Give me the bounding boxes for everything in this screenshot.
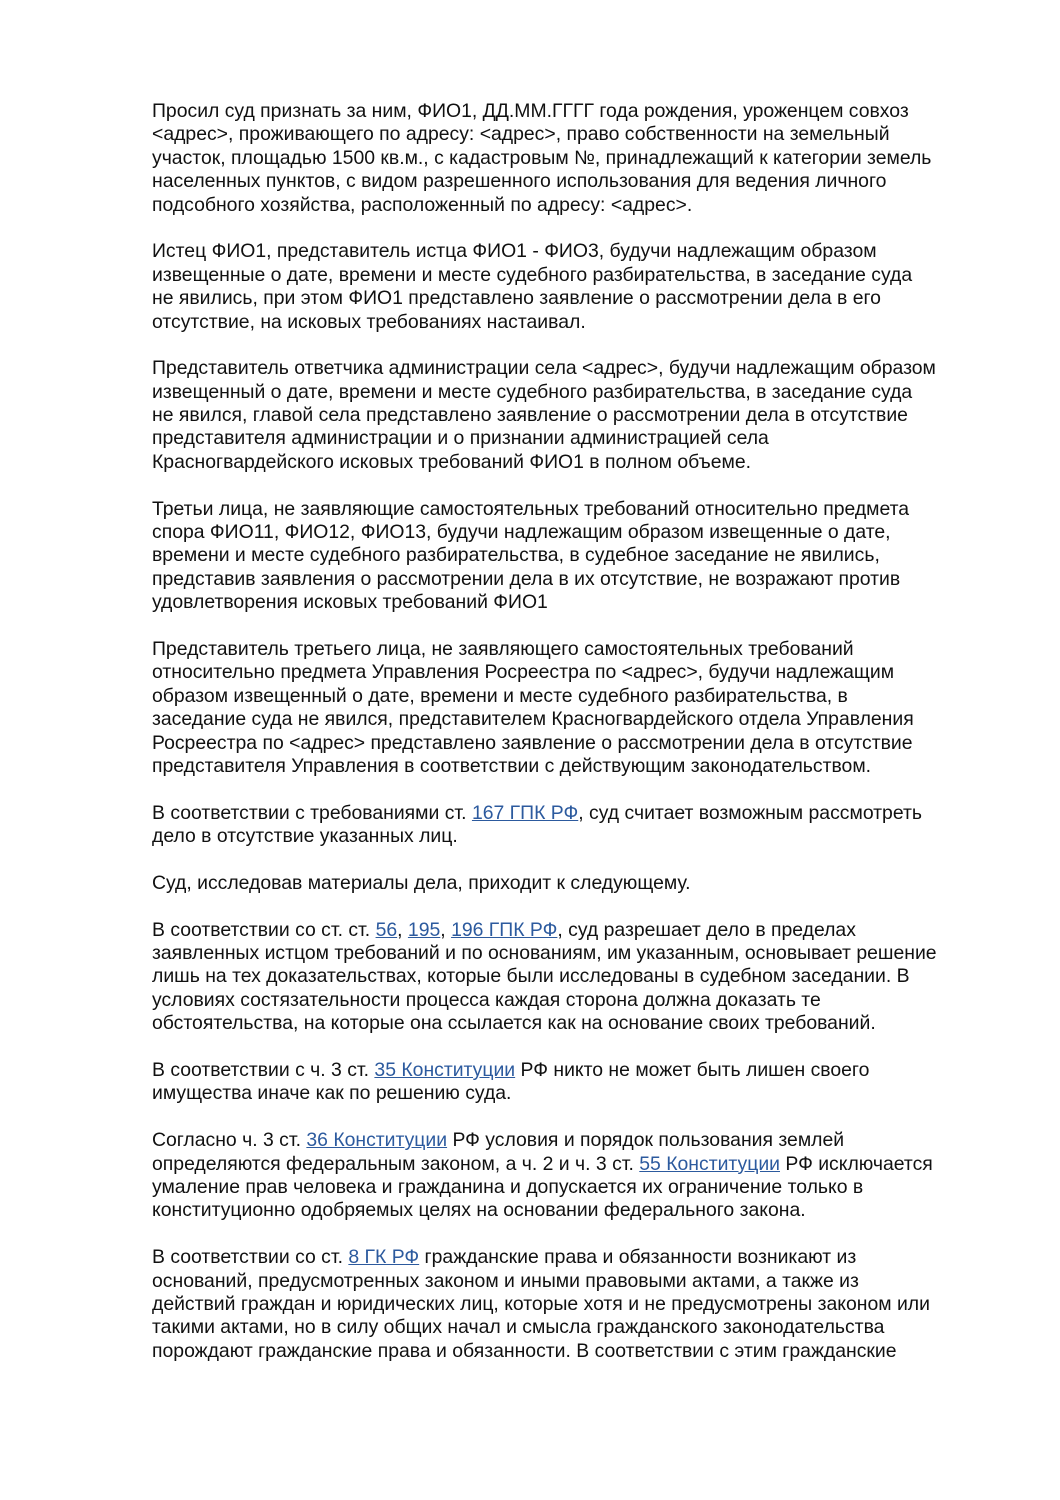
text-line <box>152 989 992 1012</box>
law-reference-link[interactable]: 167 ГПК РФ <box>471 801 579 824</box>
text-line <box>152 1340 992 1363</box>
text-segment: В соответствии со ст. ст. <box>152 918 376 941</box>
text-segment: заявленных истцом требований и по основаниям, им указанным, основывает решение <box>152 942 937 965</box>
text-segment: удовлетворения исковых требований ФИО1 <box>152 591 548 614</box>
text-line <box>152 147 992 170</box>
paragraph <box>152 802 992 849</box>
text-segment: обстоятельства, на которые она ссылается как на основание своих требований. <box>152 1012 876 1035</box>
text-line <box>152 544 992 567</box>
text-segment: гражданские права и обязанности возникают из <box>419 1246 857 1269</box>
text-line <box>152 381 992 404</box>
text-segment: , <box>440 918 452 941</box>
text-line <box>152 755 992 778</box>
text-segment: не явился, главой села представлено заявление о рассмотрении дела в отсутствие <box>152 404 908 427</box>
text-segment: имущества иначе как по решению суда. <box>152 1082 512 1105</box>
law-reference-link[interactable]: 35 Конституции <box>374 1059 516 1082</box>
text-line <box>152 1129 992 1152</box>
text-segment: участок, площадью 1500 кв.м., с кадастровым №, принадлежащий к категории земель <box>152 146 932 169</box>
text-line <box>152 708 992 731</box>
law-reference-link[interactable]: 56 <box>375 918 398 941</box>
text-segment: В соответствии с требованиями ст. <box>152 801 472 824</box>
text-segment: конституционно одобряемых целях на основании федерального закона. <box>152 1199 806 1222</box>
text-line <box>152 240 992 263</box>
text-segment: извещенные о дате, времени и месте судебного разбирательства, в заседание суда <box>152 263 913 286</box>
text-line <box>152 357 992 380</box>
text-line <box>152 872 992 895</box>
text-line <box>152 1293 992 1316</box>
paragraph <box>152 100 992 217</box>
text-segment: определяются федеральным законом, а ч. 2 и ч. 3 ст. <box>152 1152 640 1175</box>
text-segment: относительно предмета Управления Росреестра по <адрес>, будучи надлежащим <box>152 661 895 684</box>
text-line <box>152 100 992 123</box>
text-segment: действий граждан и юридических лиц, которые хотя и не предусмотрены законом или <box>152 1292 930 1315</box>
text-segment: , <box>397 918 408 941</box>
text-segment: оснований, предусмотренных законом и иными правовыми актами, а также из <box>152 1269 859 1292</box>
text-segment: умаление прав человека и гражданина и допускается их ограничение только в <box>152 1175 864 1198</box>
paragraph <box>152 1059 992 1106</box>
text-line <box>152 1270 992 1293</box>
text-segment: не явились, при этом ФИО1 представлено заявление о рассмотрении дела в его <box>152 287 881 310</box>
text-segment: Красногвардейского исковых требований ФИО1 в полном объеме. <box>152 450 751 473</box>
text-segment: представителя администрации и о признании администрацией села <box>152 427 769 450</box>
text-segment: В соответствии со ст. <box>152 1246 349 1269</box>
text-line <box>152 685 992 708</box>
text-segment: Представитель ответчика администрации села <адрес>, будучи надлежащим образом <box>152 357 936 380</box>
text-line <box>152 732 992 755</box>
text-line <box>152 965 992 988</box>
text-line <box>152 802 992 825</box>
text-segment: населенных пунктов, с видом разрешенного использования для ведения личного <box>152 170 887 193</box>
text-segment: Истец ФИО1, представитель истца ФИО1 - ФИО3, будучи надлежащим образом <box>152 240 877 263</box>
law-reference-link[interactable]: 195 <box>407 918 441 941</box>
text-line <box>152 1176 992 1199</box>
law-reference-link[interactable]: 55 Конституции <box>639 1152 780 1175</box>
text-line <box>152 311 992 334</box>
text-line <box>152 1153 992 1176</box>
text-line <box>152 427 992 450</box>
text-segment: Согласно ч. 3 ст. <box>152 1129 307 1152</box>
text-line <box>152 591 992 614</box>
text-segment: Представитель третьего лица, не заявляющего самостоятельных требований <box>152 637 854 660</box>
text-segment: Третьи лица, не заявляющие самостоятельных требований относительно предмета <box>152 497 910 520</box>
paragraph <box>152 357 992 474</box>
paragraph <box>152 1129 992 1223</box>
text-line <box>152 498 992 521</box>
document-page <box>152 100 992 1386</box>
text-line <box>152 1316 992 1339</box>
text-segment: образом извещенный о дате, времени и месте судебного разбирательства, в <box>152 684 848 707</box>
text-segment: представив заявления о рассмотрении дела в их отсутствие, не возражают против <box>152 567 901 590</box>
text-segment: заседание суда не явился, представителем Красногвардейского отдела Управления <box>152 708 914 731</box>
text-segment: Просил суд признать за ним, ФИО1, ДД.ММ.ГГГГ года рождения, уроженцем совхоз <box>152 100 909 122</box>
paragraph <box>152 240 992 334</box>
law-reference-link[interactable]: 8 ГК РФ <box>348 1246 420 1269</box>
text-segment: Суд, исследовав материалы дела, приходит к следующему. <box>152 871 691 894</box>
text-segment: спора ФИО11, ФИО12, ФИО13, будучи надлежащим образом извещенные о дате, <box>152 521 891 544</box>
text-segment: <адрес>, проживающего по адресу: <адрес>, право собственности на земельный <box>152 123 890 146</box>
text-segment: Росреестра по <адрес> представлено заявление о рассмотрении дела в отсутствие <box>152 731 913 754</box>
text-line <box>152 1082 992 1105</box>
text-segment: лишь на тех доказательствах, которые были исследованы в судебном заседании. В <box>152 965 910 988</box>
paragraph <box>152 1246 992 1363</box>
text-segment: отсутствие, на исковых требованиях настаивал. <box>152 310 586 333</box>
text-segment: РФ никто не может быть лишен своего <box>515 1059 870 1082</box>
text-line <box>152 521 992 544</box>
text-segment: такими актами, но в силу общих начал и смысла гражданского законодательства <box>152 1316 885 1339</box>
text-segment: условиях состязательности процесса каждая сторона должна доказать те <box>152 988 821 1011</box>
paragraph <box>152 872 992 895</box>
text-line <box>152 123 992 146</box>
text-line <box>152 825 992 848</box>
law-reference-link[interactable]: 36 Конституции <box>306 1129 448 1152</box>
text-line <box>152 1012 992 1035</box>
paragraph <box>152 638 992 778</box>
text-line <box>152 404 992 427</box>
text-segment: подсобного хозяйства, расположенный по адресу: <адрес>. <box>152 193 693 216</box>
text-line <box>152 1059 992 1082</box>
text-segment: порождают гражданские права и обязанности. В соответствии с этим гражданские <box>152 1339 897 1362</box>
text-segment: , суд считает возможным рассмотреть <box>578 801 922 824</box>
text-line <box>152 661 992 684</box>
text-line <box>152 194 992 217</box>
text-line <box>152 1199 992 1222</box>
text-line <box>152 919 992 942</box>
paragraph <box>152 498 992 615</box>
text-segment: РФ исключается <box>779 1152 933 1175</box>
text-segment: извещенный о дате, времени и месте судебного разбирательства, в заседание суда <box>152 380 913 403</box>
law-reference-link[interactable]: 196 ГПК РФ <box>451 918 558 941</box>
text-line <box>152 1246 992 1269</box>
text-line <box>152 170 992 193</box>
text-line <box>152 264 992 287</box>
text-line <box>152 451 992 474</box>
paragraph <box>152 919 992 1036</box>
text-segment: представителя Управления в соответствии с действующим законодательством. <box>152 754 872 777</box>
text-segment: , суд разрешает дело в пределах <box>557 918 856 941</box>
text-line <box>152 638 992 661</box>
text-line <box>152 568 992 591</box>
text-segment: В соответствии с ч. 3 ст. <box>152 1059 375 1082</box>
text-segment: времени и месте судебного разбирательства, в судебное заседание не явились, <box>152 544 880 567</box>
text-segment: дело в отсутствие указанных лиц. <box>152 825 458 848</box>
text-line <box>152 287 992 310</box>
text-segment: РФ условия и порядок пользования землей <box>447 1129 845 1152</box>
text-line <box>152 942 992 965</box>
